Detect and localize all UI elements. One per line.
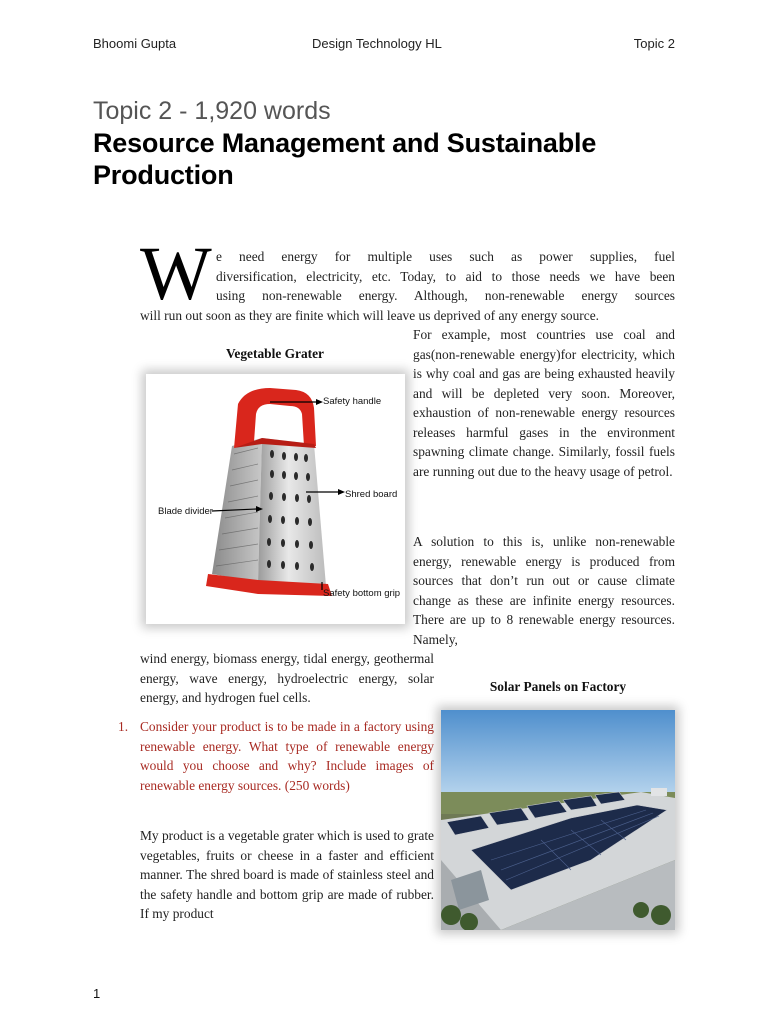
header-course: Design Technology HL: [312, 36, 442, 51]
label-safety-handle: Safety handle: [323, 396, 382, 407]
topic-word-count: Topic 2 - 1,920 words: [93, 97, 331, 125]
paragraph-renewable-list: wind energy, biomass energy, tidal energy, geothermal energy, wave energy, hydroelectric energy, solar energy, and hydrogen fuel cells.: [140, 651, 434, 705]
label-blade-divider: Blade divider: [158, 506, 213, 517]
page-number: 1: [93, 986, 101, 1001]
label-safety-bottom-grip: Safety bottom grip: [323, 588, 401, 599]
solar-factory-image: [441, 710, 675, 930]
intro-line-3: using non-renewable energy. Although, non-renewable energy sources: [216, 288, 675, 303]
paragraph-renewable: A solution to this is, unlike non-renewable energy, renewable energy is produced from sources that don’t run out or cause climate change as these are infinite energy resources. There are up to 8 renewable energy resources. Namely,: [413, 534, 675, 647]
grater-image: [146, 374, 405, 624]
grater-caption: Vegetable Grater: [225, 346, 325, 361]
drop-cap: W: [140, 232, 212, 316]
paragraph-nonrenewable: For example, most countries use coal and gas(non-renewable energy)for electricity, which is why coal and gas are being exhausted heavily and will be depleted very soon. Moreover, exhaustion of non-renewable energy resources releases harmful gases in the environment spawning climate change. Similarly, fossil fuels are running out due to the heavy usage of petrol.: [413, 327, 675, 479]
page-title: Resource Management and Sustainable Production: [93, 128, 597, 190]
question-text: Consider your product is to be made in a factory using renewable energy. What type of renewable energy would you choose and why? Include images of renewable energy sources. (250 words): [140, 719, 434, 793]
question-number: 1.: [118, 719, 129, 734]
answer-paragraph: My product is a vegetable grater which is used to grate vegetables, fruits or cheese in a faster and efficient manner. The shred board is made of stainless steel and the safety handle and bottom grip are made of rubber. If my product: [140, 828, 434, 921]
header-topic: Topic 2: [633, 36, 675, 51]
intro-line-4: will run out soon as they are finite which will leave us deprived of any energy source.: [140, 307, 599, 323]
header-author: Bhoomi Gupta: [93, 36, 177, 51]
label-shred-board: Shred board: [345, 489, 398, 500]
solar-caption: Solar Panels on Factory: [489, 679, 627, 694]
solar-factory-illustration: [441, 710, 675, 930]
intro-line-2: diversification, electricity, etc. Today, to aid to those needs we have been: [216, 268, 675, 284]
intro-line-1: e need energy for multiple uses such as power supplies, fuel: [216, 249, 675, 264]
